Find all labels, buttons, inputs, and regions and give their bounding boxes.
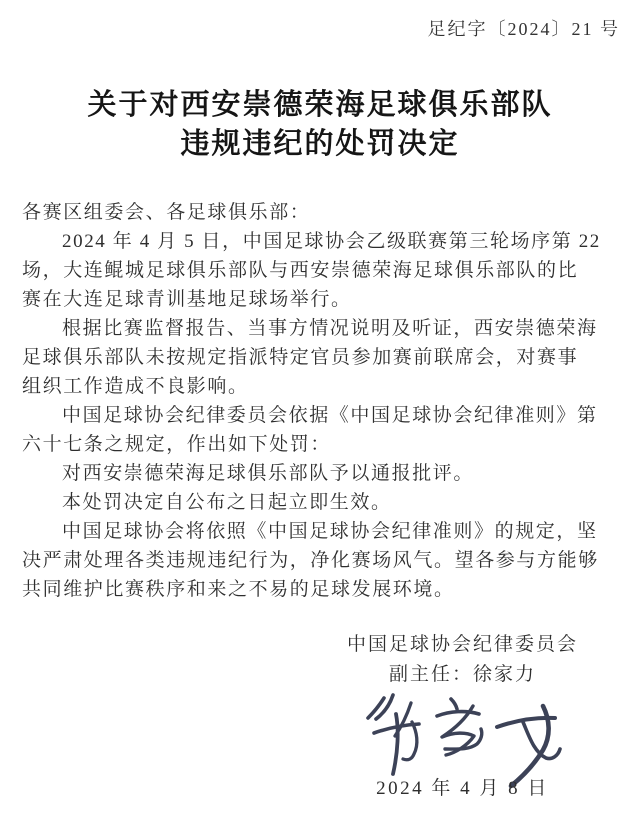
body-line: 中国足球协会纪律委员会依据《中国足球协会纪律准则》第 (62, 405, 598, 426)
body-line: 组织工作造成不良影响。 (22, 376, 249, 397)
body-line: 中国足球协会将依照《中国足球协会纪律准则》的规定，坚 (62, 521, 598, 542)
closing-block (347, 630, 578, 804)
body-line: 对西安崇德荣海足球俱乐部队予以通报批评。 (62, 463, 475, 484)
body-text (0, 198, 640, 604)
body-line: 2024 年 4 月 5 日，中国足球协会乙级联赛第三轮场序第 22 (62, 231, 601, 252)
body-line: 根据比赛监督报告、当事方情况说明及听证，西安崇德荣海 (62, 318, 598, 339)
body-line: 场，大连鲲城足球俱乐部队与西安崇德荣海足球俱乐部队的比 (22, 260, 579, 281)
document-title (0, 86, 640, 164)
body-line: 共同维护比赛秩序和来之不易的足球发展环境。 (22, 579, 455, 600)
signature-date: 2024 年 4 月 8 日 (376, 778, 549, 799)
body-line: 赛在大连足球青训基地足球场举行。 (22, 289, 352, 310)
body-line: 足球俱乐部队未按规定指派特定官员参加赛前联席会，对赛事 (22, 347, 579, 368)
body-line: 决严肃处理各类违规违纪行为，净化赛场风气。望各参与方能够 (22, 550, 599, 571)
title-line-2: 违规违纪的处罚决定 (180, 128, 460, 160)
body-line: 六十七条之规定，作出如下处罚： (22, 434, 332, 455)
closing-signer: 副主任：徐家力 (388, 664, 536, 685)
closing-org: 中国足球协会纪律委员会 (346, 634, 578, 655)
body-line: 本处罚决定自公布之日起立即生效。 (62, 492, 392, 513)
title-line-1: 关于对西安崇德荣海足球俱乐部队 (87, 89, 553, 121)
doc-number: 足纪字〔2024〕21 号 (427, 19, 620, 39)
body-line: 各赛区组委会、各足球俱乐部： (22, 202, 311, 223)
